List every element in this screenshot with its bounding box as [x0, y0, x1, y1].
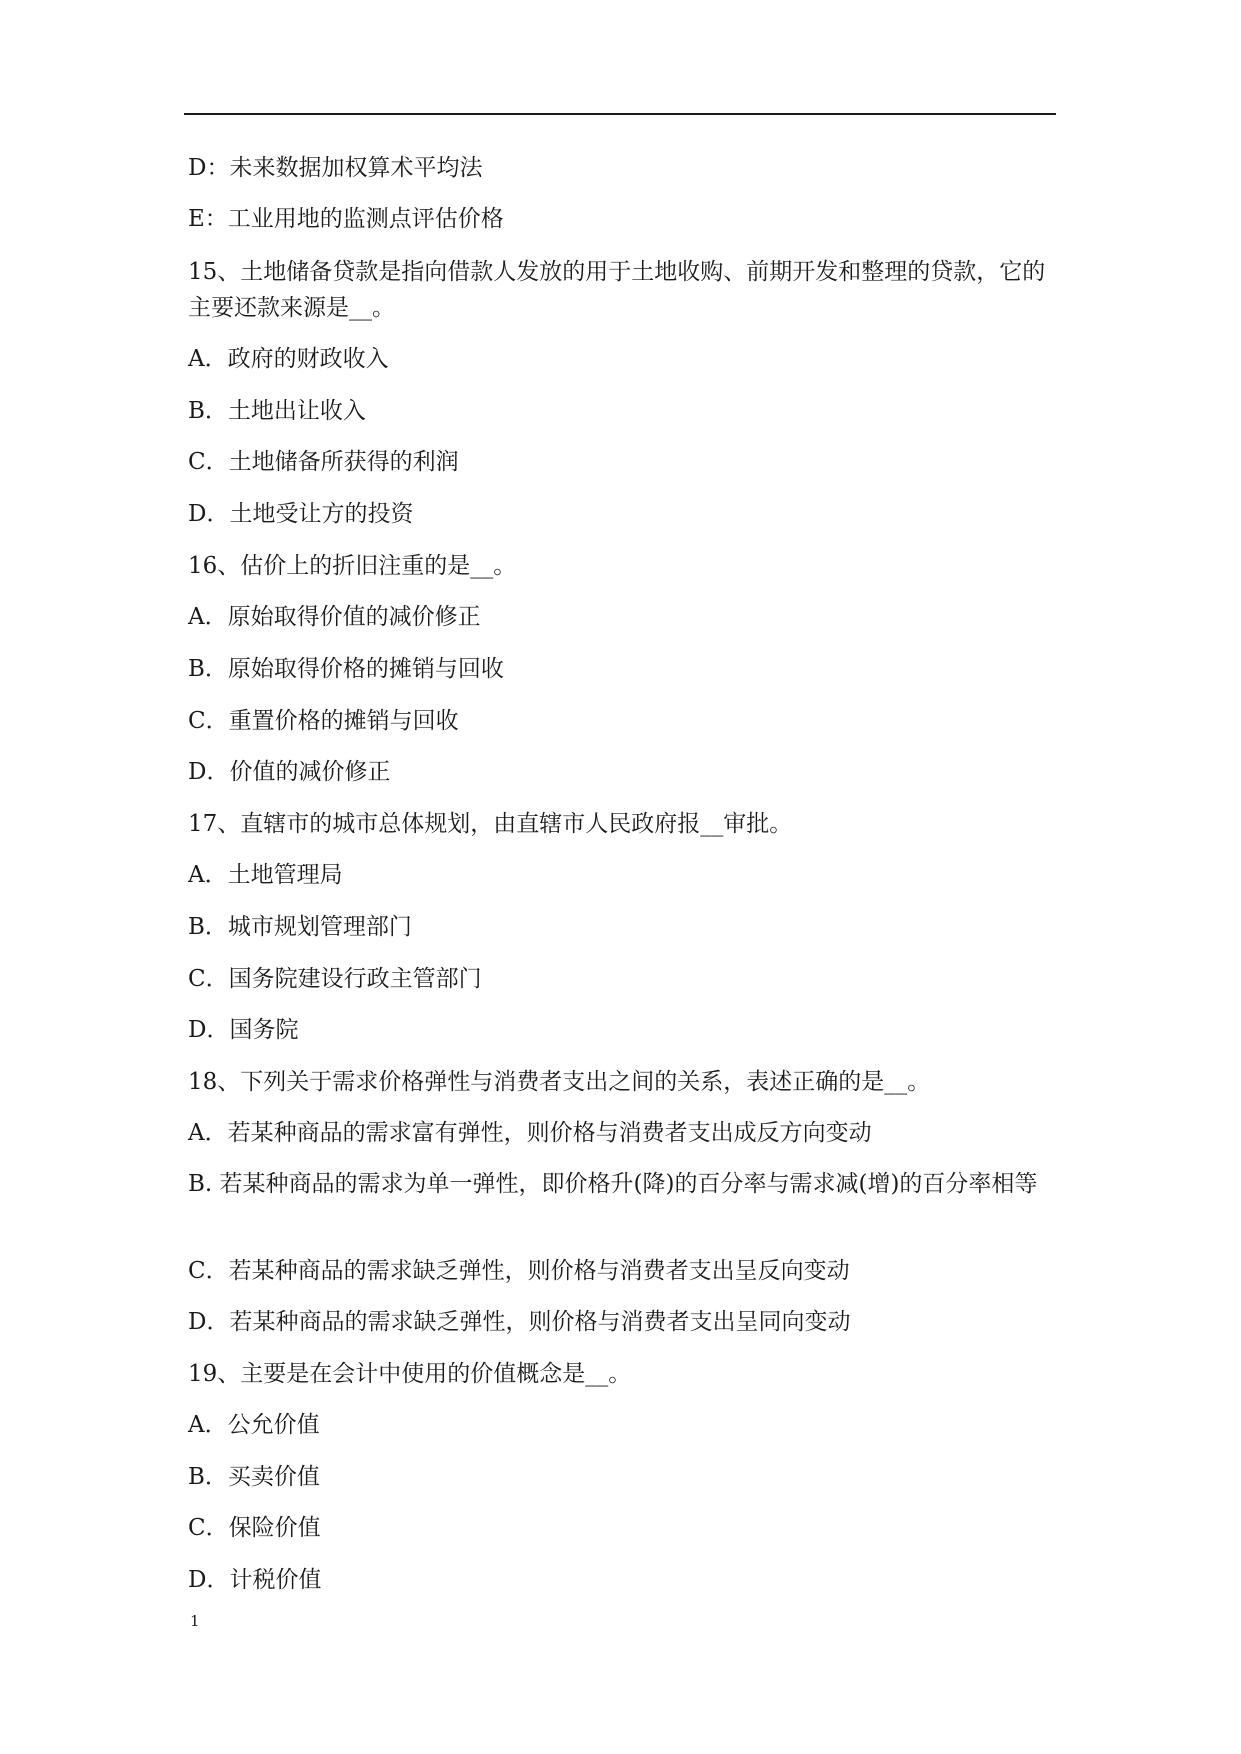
- question-16: 16、估价上的折旧注重的是__。: [188, 553, 517, 579]
- option-line: D．土地受让方的投资: [188, 501, 414, 527]
- option-line: B．土地出让收入: [188, 398, 366, 424]
- option-line: B. 若某种商品的需求为单一弹性，即价格升(降)的百分率与需求减(增)的百分率相等: [188, 1171, 1038, 1197]
- header-rule: [184, 113, 1056, 115]
- option-line: A．政府的财政收入: [188, 346, 389, 372]
- option-line: D．国务院: [188, 1017, 299, 1043]
- option-line: C．保险价值: [188, 1515, 321, 1541]
- question-15: 15、土地储备贷款是指向借款人发放的用于土地收购、前期开发和整理的贷款，它的主要还款来源是__。: [188, 259, 1046, 321]
- option-line: D．若某种商品的需求缺乏弹性，则价格与消费者支出呈同向变动: [188, 1309, 851, 1335]
- option-line: B．买卖价值: [188, 1464, 320, 1490]
- option-line: C．若某种商品的需求缺乏弹性，则价格与消费者支出呈反向变动: [188, 1258, 850, 1284]
- option-line: E：工业用地的监测点评估价格: [188, 206, 504, 232]
- question-18: 18、下列关于需求价格弹性与消费者支出之间的关系，表述正确的是__。: [188, 1069, 931, 1095]
- option-line: A．公允价值: [188, 1412, 320, 1438]
- option-line: A．若某种商品的需求富有弹性，则价格与消费者支出成反方向变动: [188, 1120, 872, 1146]
- option-line: C．重置价格的摊销与回收: [188, 708, 459, 734]
- option-line: D：未来数据加权算术平均法: [188, 155, 483, 181]
- option-line: B．城市规划管理部门: [188, 914, 412, 940]
- option-line: B．原始取得价格的摊销与回收: [188, 656, 504, 682]
- option-line: A．土地管理局: [188, 862, 343, 888]
- question-17: 17、直辖市的城市总体规划，由直辖市人民政府报__审批。: [188, 811, 793, 837]
- question-19: 19、主要是在会计中使用的价值概念是__。: [188, 1361, 632, 1387]
- option-line: D．价值的减价修正: [188, 759, 391, 785]
- option-line: C．国务院建设行政主管部门: [188, 966, 482, 992]
- option-line: A．原始取得价值的减价修正: [188, 604, 481, 630]
- page-number: 1: [190, 1612, 200, 1630]
- option-line: D．计税价值: [188, 1567, 322, 1593]
- option-line: C．土地储备所获得的利润: [188, 449, 459, 475]
